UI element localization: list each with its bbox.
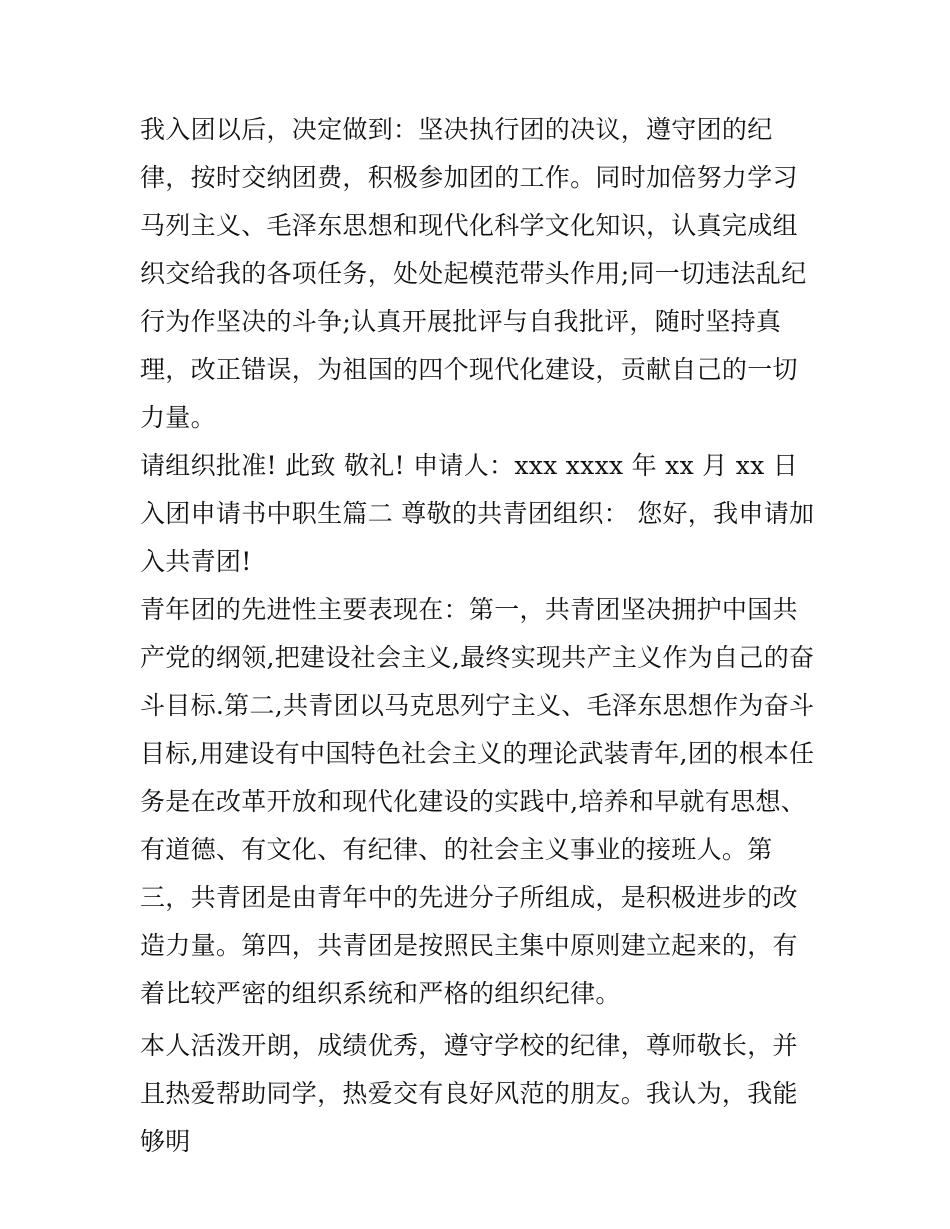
paragraph-league-advancement: 青年团的先进性主要表现在：第一，共青团坚决拥护中国共产党的纲领,把建设社会主义,最终实现共产主义作为自己的奋斗目标.第二,共青团以马克思列宁主义、毛泽东思想作为奋斗目标,用建设有中国特色社会主义的理论武装青年,团的根本任务是在改革开放和现代化建设的实践中,培养和早就有思想、有道德、有文化、有纪律、的社会主义事业的接班人。第三，共青团是由青年中的先进分子所组成，是积极进步的改造力量。第四，共青团是按照民主集中原则建立起来的，有着比较严密的组织系统和严格的组织纪律。	[140, 595, 815, 1008]
document-body	[140, 106, 816, 1166]
paragraph-closing-and-heading: 请组织批准! 此致 敬礼! 申请人：xxx xxxx 年 xx 月 xx 日 入团申请书中职生篇二 尊敬的共青团组织： 您好，我申请加入共青团!	[140, 451, 815, 576]
paragraph-self-introduction: 本人活泼开朗，成绩优秀，遵守学校的纪律，尊师敬长，并且热爱帮助同学，热爱交有良好风范的朋友。我认为，我能够明	[140, 1031, 798, 1156]
paragraph-pledge: 我入团以后，决定做到：坚决执行团的决议，遵守团的纪律，按时交纳团费，积极参加团的工作。同时加倍努力学习马列主义、毛泽东思想和现代化科学文化知识，认真完成组织交给我的各项任务，处处起模范带头作用;同一切违法乱纪行为作坚决的斗争;认真开展批评与自我批评，随时坚持真理，改正错误，为祖国的四个现代化建设，贡献自己的一切力量。	[140, 115, 807, 432]
